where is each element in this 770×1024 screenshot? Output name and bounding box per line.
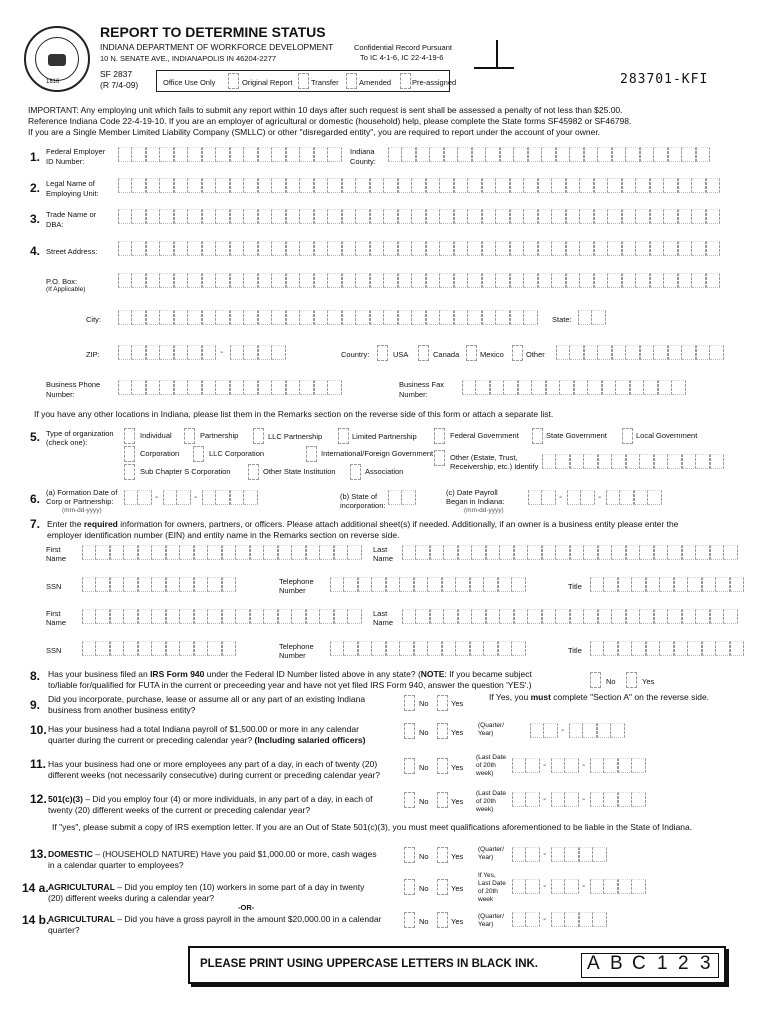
org-subchapter-s-label: Sub Chapter S Corporation — [140, 467, 231, 476]
zip-label: ZIP: — [86, 350, 100, 359]
country-mexico-checkbox[interactable] — [466, 345, 477, 361]
transfer-checkbox[interactable] — [298, 73, 309, 89]
trade-name-label-1: Trade Name or — [46, 210, 97, 219]
sample-letter: C — [632, 953, 646, 974]
org-partnership-label: Partnership — [200, 431, 239, 440]
city-input[interactable] — [118, 310, 538, 325]
q13-text-line-1: DOMESTIC – (HOUSEHOLD NATURE) Have you paid $1,000.00 or more, cash wages — [48, 849, 377, 859]
org-association-label: Association — [365, 467, 404, 476]
pobox-note: (If Applicable) — [46, 286, 86, 293]
legal-name-label-1: Legal Name of — [46, 179, 95, 188]
q14b-text-line-2: quarter? — [48, 925, 80, 935]
owner2-first-label-1: First — [46, 609, 61, 618]
owner1-first-name-input[interactable] — [82, 545, 362, 560]
payroll-began-label-2: Began in Indiana: — [446, 497, 505, 506]
org-corporation-checkbox[interactable] — [124, 446, 135, 462]
q8-no-label: No — [606, 677, 616, 686]
zip-input[interactable] — [118, 345, 216, 360]
q14b-yes-checkbox[interactable] — [437, 912, 448, 928]
owner1-first-label-2: Name — [46, 554, 67, 563]
q14a-yes-label: Yes — [451, 884, 464, 893]
q10-text-line-2: quarter during the current or preceding calendar year? (Including salaried officers) — [48, 735, 366, 745]
q14b-year-input[interactable] — [551, 912, 607, 927]
org-state-gov-checkbox[interactable] — [532, 428, 543, 444]
phone-label-2: Number: — [46, 390, 75, 399]
q9-text-line-2: business from another business entity? — [48, 705, 196, 715]
q10-yes-label: Yes — [451, 728, 464, 737]
q11-lastdate-day-input[interactable] — [551, 758, 579, 773]
sample-letter: 2 — [678, 953, 689, 974]
item-number-8: 8. — [30, 669, 41, 683]
phone-input[interactable] — [118, 380, 342, 395]
country-canada-checkbox[interactable] — [418, 345, 429, 361]
zip-ext-input[interactable] — [230, 345, 286, 360]
owner1-title-input[interactable] — [590, 577, 744, 592]
incorporation-state-label-1: (b) State of — [340, 492, 378, 501]
q9-no-checkbox[interactable] — [404, 695, 415, 711]
item-number-7: 7. — [30, 517, 41, 531]
q10-text-line-1: Has your business had a total Indiana payroll of $1,500.00 or more in any calendar — [48, 724, 359, 734]
q12-no-checkbox[interactable] — [404, 792, 415, 808]
q12-lastdate-dash-2: - — [582, 794, 586, 805]
q12-text-line-2: twenty (20) different weeks of the current or preceding calendar year? — [48, 805, 311, 815]
q14a-ifyes-label-2: Last Date — [478, 880, 506, 887]
transfer-label: Transfer — [311, 78, 339, 87]
formation-date-year-input[interactable] — [202, 490, 258, 505]
org-individual-checkbox[interactable] — [124, 428, 135, 444]
q12-lastdate-day-input[interactable] — [551, 792, 579, 807]
q11-yes-checkbox[interactable] — [437, 758, 448, 774]
q14a-ifyes-label-4: week — [478, 896, 494, 903]
q11-text-line-2: different weeks (not necessarily consecutive) during current or preceding calendar year? — [48, 770, 380, 780]
org-partnership-checkbox[interactable] — [184, 428, 195, 444]
formation-date-day-input[interactable] — [163, 490, 191, 505]
q11-lastdate-dash-2: - — [582, 760, 586, 771]
item-number-11: 11. — [30, 757, 47, 771]
q12-note: If "yes", please submit a copy of IRS exemption letter. If you are an Out of State 501(c)(3), you must meet qualifications aforementioned to be liable in the State of Indiana. — [52, 822, 693, 832]
q11-no-label: No — [419, 763, 429, 772]
owner2-ssn-input[interactable] — [82, 641, 236, 656]
q13-quarter-input[interactable] — [512, 847, 540, 862]
q12-lastdate-dash-1: - — [543, 794, 547, 805]
owner2-tel-input[interactable] — [330, 641, 526, 656]
item-number-14a: 14 a. — [22, 881, 49, 895]
amended-checkbox[interactable] — [346, 73, 357, 89]
q14a-ifyes-label-3: of 20th — [478, 888, 498, 895]
q14b-text-line-1: AGRICULTURAL – Did you have a gross payroll in the amount $20,000.00 in a calendar — [48, 914, 382, 924]
legal-name-input[interactable] — [118, 178, 720, 193]
org-subchapter-s-checkbox[interactable] — [124, 464, 135, 480]
fax-label-1: Business Fax — [399, 380, 445, 389]
q10-quarter-label-2: Year) — [478, 730, 494, 737]
fein-input[interactable] — [118, 147, 342, 162]
q12-text-line-1: 501(c)(3) – Did you employ four (4) or more individuals, in any part of a day, in each of — [48, 794, 373, 804]
q14b-no-checkbox[interactable] — [404, 912, 415, 928]
important-line-2: Reference Indiana Code 22-4-19-10. If you are an employer of agricultural or domestic (household) help, please complete the State forms SF45982 or SF46798. — [28, 116, 632, 126]
sample-letter: A — [587, 953, 600, 974]
seal-year: 1816 — [46, 79, 60, 85]
item-number-10: 10. — [30, 723, 47, 737]
q12-lastdate-year-input[interactable] — [590, 792, 646, 807]
pobox-label: P.O. Box: — [46, 277, 78, 286]
street-input[interactable] — [118, 241, 720, 256]
fein-label-2: ID Number: — [46, 157, 85, 166]
owner2-ssn-label: SSN — [46, 646, 62, 655]
country-usa-label: USA — [393, 350, 409, 359]
org-corporation-label: Corporation — [140, 449, 180, 458]
q11-text-line-1: Has your business had one or more employees any part of a day, in each of twenty (20) — [48, 759, 378, 769]
owner2-first-name-input[interactable] — [82, 609, 362, 624]
important-line-1: IMPORTANT: Any employing unit which fails to submit any report within 10 days after such request is sent shall be assessed a penalty of not less than $25.00. — [28, 105, 623, 115]
form-id-code: 283701-KFI — [620, 72, 709, 87]
q9-text-line-1: Did you incorporate, purchase, lease or assume all or any part of an existing Indiana — [48, 694, 366, 704]
formation-date-format: (mm-dd-yyyy) — [62, 507, 102, 514]
q13-yes-checkbox[interactable] — [437, 847, 448, 863]
formation-date-dash-1: - — [155, 492, 159, 503]
owner1-first-label-1: First — [46, 545, 61, 554]
org-local-gov-label: Local Government — [636, 431, 698, 440]
legal-name-label-2: Employing Unit: — [46, 189, 99, 198]
owner1-last-label-1: Last — [373, 545, 388, 554]
owner2-title-input[interactable] — [590, 641, 744, 656]
q10-no-checkbox[interactable] — [404, 723, 415, 739]
department-name: INDIANA DEPARTMENT OF WORKFORCE DEVELOPMENT — [100, 42, 334, 52]
incorporation-state-label-2: incorporation: — [340, 501, 386, 510]
owners-intro-line-2: employer identification number (EIN) and entity name in the Remarks section on reverse side. — [47, 530, 400, 540]
fax-label-2: Number: — [399, 390, 428, 399]
q14a-text-line-2: (20) different weeks during a calendar year? — [48, 893, 215, 903]
item-number-4: 4. — [30, 244, 41, 258]
preassigned-checkbox[interactable] — [400, 73, 411, 89]
country-mexico-label: Mexico — [480, 350, 504, 359]
q14b-quarter-dash: - — [543, 914, 547, 925]
q11-no-checkbox[interactable] — [404, 758, 415, 774]
original-report-checkbox[interactable] — [228, 73, 239, 89]
q8-yes-checkbox[interactable] — [626, 672, 637, 688]
q9-no-label: No — [419, 699, 429, 708]
q14b-quarter-label-2: Year) — [478, 921, 494, 928]
owner2-last-label-1: Last — [373, 609, 388, 618]
q14a-lastdate-input[interactable] — [512, 879, 540, 894]
important-line-3: If you are a Single Member Limited Liability Company (SMLLC) or other "disregarded entity", you are required to report under the account of your owner. — [28, 127, 601, 137]
country-canada-label: Canada — [433, 350, 460, 359]
q14b-no-label: No — [419, 917, 429, 926]
q13-quarter-label-2: Year) — [478, 854, 494, 861]
trade-name-label-2: DBA: — [46, 220, 64, 229]
owner2-title-label: Title — [568, 646, 582, 655]
sample-letter: 3 — [700, 953, 711, 974]
org-limited-partnership-label: Limited Partnership — [352, 432, 417, 441]
confidential-line-1: Confidential Record Pursuant — [354, 43, 452, 52]
owner1-tel-label-1: Telephone — [279, 577, 314, 586]
country-other-label: Other — [526, 350, 545, 359]
q14b-quarter-label-1: (Quarter/ — [478, 913, 505, 920]
incorporation-state-input[interactable] — [388, 490, 416, 505]
print-instruction-text: PLEASE PRINT USING UPPERCASE LETTERS IN BLACK INK. — [200, 958, 539, 970]
payroll-began-day-input[interactable] — [567, 490, 595, 505]
payroll-began-dash-2: - — [598, 492, 602, 503]
org-federal-gov-label: Federal Government — [450, 431, 519, 440]
city-label: City: — [86, 315, 101, 324]
org-llc-corporation-checkbox[interactable] — [193, 446, 204, 462]
owner1-tel-label-2: Number — [279, 586, 306, 595]
formation-date-label-2: Corp or Partnership: — [46, 497, 114, 506]
country-label: Country: — [341, 350, 370, 359]
q10-yes-checkbox[interactable] — [437, 723, 448, 739]
street-label: Street Address: — [46, 247, 98, 256]
q9-yes-checkbox[interactable] — [437, 695, 448, 711]
q12-lastdate-label-2: of 20th — [476, 798, 496, 805]
q13-quarter-label-1: (Quarter/ — [478, 846, 505, 853]
q12-no-label: No — [419, 797, 429, 806]
owner2-tel-label-1: Telephone — [279, 642, 314, 651]
q14a-yes-checkbox[interactable] — [437, 879, 448, 895]
corner-mark-base — [474, 67, 514, 69]
county-label-1: Indiana — [350, 147, 375, 156]
q12-lastdate-label-3: week) — [476, 806, 494, 813]
q8-text-line-1: Has your business filed an IRS Form 940 under the Federal ID Number listed above in any state? (NOTE: If you became subject — [48, 669, 532, 679]
item-number-14b: 14 b. — [22, 913, 50, 927]
county-input[interactable] — [388, 147, 710, 162]
org-association-checkbox[interactable] — [350, 464, 361, 480]
org-other-inst-label: Other State Institution — [263, 467, 336, 476]
confidential-line-2: To IC 4-1-6, IC 22-4-19-6 — [360, 53, 444, 62]
q8-no-checkbox[interactable] — [590, 672, 601, 688]
q9-note: If Yes, you must complete "Section A" on the reverse side. — [489, 692, 710, 702]
org-other-estate-label-2: Receivership, etc.) Identify — [450, 462, 539, 471]
q10-quarter-dash: - — [561, 725, 565, 736]
formation-date-dash-2: - — [194, 492, 198, 503]
q12-lastdate-input[interactable] — [512, 792, 540, 807]
zip-dash: - — [220, 347, 224, 358]
q11-yes-label: Yes — [451, 763, 464, 772]
q12-yes-checkbox[interactable] — [437, 792, 448, 808]
org-individual-label: Individual — [140, 431, 172, 440]
org-federal-gov-checkbox[interactable] — [434, 428, 445, 444]
q14a-ifyes-label-1: If Yes, — [478, 872, 496, 879]
org-local-gov-checkbox[interactable] — [622, 428, 633, 444]
q12-lastdate-label-1: (Last Date — [476, 790, 506, 797]
org-intl-gov-checkbox[interactable] — [306, 446, 317, 462]
org-type-label-2: (check one): — [46, 438, 88, 447]
sample-letter: B — [610, 953, 623, 974]
q10-no-label: No — [419, 728, 429, 737]
org-llc-partnership-checkbox[interactable] — [253, 428, 264, 444]
payroll-began-dash-1: - — [559, 492, 563, 503]
q11-lastdate-dash-1: - — [543, 760, 547, 771]
corner-mark — [496, 40, 498, 68]
sample-letters-box — [581, 953, 719, 978]
org-other-identify-input[interactable] — [542, 454, 724, 469]
q8-text-line-2: to/liable for/qualified for FUTA in the current or preceeding year and have not yet filed IRS Form 940, answer the question 'YES'.) — [48, 680, 532, 690]
q14a-no-checkbox[interactable] — [404, 879, 415, 895]
q11-lastdate-year-input[interactable] — [590, 758, 646, 773]
q11-lastdate-input[interactable] — [512, 758, 540, 773]
q13-year-input[interactable] — [551, 847, 607, 862]
org-llc-partnership-label: LLC Partnership — [268, 432, 323, 441]
owner2-last-label-2: Name — [373, 618, 394, 627]
payroll-began-year-input[interactable] — [606, 490, 662, 505]
country-other-checkbox[interactable] — [512, 345, 523, 361]
item-number-2: 2. — [30, 181, 41, 195]
item-number-9: 9. — [30, 698, 41, 712]
item-number-12: 12. — [30, 792, 47, 806]
q14a-lastdate-day-input[interactable] — [551, 879, 579, 894]
trade-name-input[interactable] — [118, 209, 720, 224]
owner1-title-label: Title — [568, 582, 582, 591]
fax-input[interactable] — [462, 380, 686, 395]
org-type-label-1: Type of organization — [46, 429, 114, 438]
q14b-yes-label: Yes — [451, 917, 464, 926]
owner2-last-name-input[interactable] — [402, 609, 738, 624]
q14a-text-line-1: AGRICULTURAL – Did you employ ten (10) workers in some part of a day in twenty — [48, 882, 365, 892]
amended-label: Amended — [359, 78, 392, 87]
q11-lastdate-label-1: (Last Date — [476, 754, 506, 761]
payroll-began-label-1: (c) Date Payroll — [446, 488, 498, 497]
item-number-3: 3. — [30, 212, 41, 226]
item-number-6: 6. — [30, 492, 41, 506]
item-number-5: 5. — [30, 430, 41, 444]
or-separator: -OR- — [238, 903, 255, 912]
org-other-inst-checkbox[interactable] — [248, 464, 259, 480]
form-revision: (R 7/4-09) — [100, 80, 139, 90]
q13-no-checkbox[interactable] — [404, 847, 415, 863]
q11-lastdate-label-3: week) — [476, 770, 494, 777]
owner1-last-name-input[interactable] — [402, 545, 738, 560]
q14b-quarter-input[interactable] — [512, 912, 540, 927]
owner2-tel-label-2: Number — [279, 651, 306, 660]
other-locations-note: If you have any other locations in Indiana, please list them in the Remarks section on the reverse side of this form or attach a separate list. — [34, 409, 554, 419]
owner2-first-label-2: Name — [46, 618, 67, 627]
q14a-lastdate-year-input[interactable] — [590, 879, 646, 894]
q10-quarter-input[interactable] — [530, 723, 558, 738]
q10-quarter-label-1: (Quarter/ — [478, 722, 505, 729]
sample-letter: 1 — [657, 953, 668, 974]
owners-intro-line-1: Enter the required information for owners, partners, or officers. Please attach additional sheet(s) if needed. Additionally, if an owner is a business entity please enter the — [47, 519, 679, 529]
q13-quarter-dash: - — [543, 849, 547, 860]
q14a-lastdate-dash-1: - — [543, 881, 547, 892]
q14a-no-label: No — [419, 884, 429, 893]
q14a-lastdate-dash-2: - — [582, 881, 586, 892]
org-limited-partnership-checkbox[interactable] — [338, 428, 349, 444]
phone-label-1: Business Phone — [46, 380, 101, 389]
country-usa-checkbox[interactable] — [377, 345, 388, 361]
formation-date-input[interactable] — [124, 490, 152, 505]
q13-yes-label: Yes — [451, 852, 464, 861]
q8-yes-label: Yes — [642, 677, 655, 686]
pobox-input[interactable] — [118, 273, 720, 288]
owner1-last-label-2: Name — [373, 554, 394, 563]
q13-no-label: No — [419, 852, 429, 861]
payroll-began-format: (mm-dd-yyyy) — [464, 507, 504, 514]
item-number-1: 1. — [30, 150, 41, 164]
form-number: SF 2837 — [100, 69, 133, 79]
owner1-ssn-label: SSN — [46, 582, 62, 591]
org-other-estate-checkbox[interactable] — [434, 450, 445, 466]
owner1-tel-input[interactable] — [330, 577, 526, 592]
formation-date-label-1: (a) Formation Date of — [46, 488, 118, 497]
state-seal-logo — [24, 26, 90, 92]
country-other-input[interactable] — [556, 345, 724, 360]
state-input[interactable] — [578, 310, 606, 325]
state-label: State: — [552, 315, 572, 324]
original-report-label: Original Report — [242, 78, 293, 87]
county-label-2: County: — [350, 157, 376, 166]
q13-text-line-2: in a calendar quarter to employees? — [48, 860, 184, 870]
department-address: 10 N. SENATE AVE., INDIANAPOLIS IN 46204-2277 — [100, 54, 277, 63]
payroll-began-input[interactable] — [528, 490, 556, 505]
preassigned-label: Pre-assigned — [412, 78, 457, 87]
office-use-label: Office Use Only — [163, 78, 216, 87]
fein-label-1: Federal Employer — [46, 147, 106, 156]
q10-year-input[interactable] — [569, 723, 625, 738]
form-title: REPORT TO DETERMINE STATUS — [100, 24, 326, 40]
org-intl-gov-label: International/Foreign Government — [321, 449, 434, 458]
owner1-ssn-input[interactable] — [82, 577, 236, 592]
org-state-gov-label: State Government — [546, 431, 607, 440]
q11-lastdate-label-2: of 20th — [476, 762, 496, 769]
q9-yes-label: Yes — [451, 699, 464, 708]
item-number-13: 13. — [30, 847, 47, 861]
org-other-estate-label-1: Other (Estate, Trust, — [450, 453, 518, 462]
org-llc-corporation-label: LLC Corporation — [209, 449, 265, 458]
q12-yes-label: Yes — [451, 797, 464, 806]
